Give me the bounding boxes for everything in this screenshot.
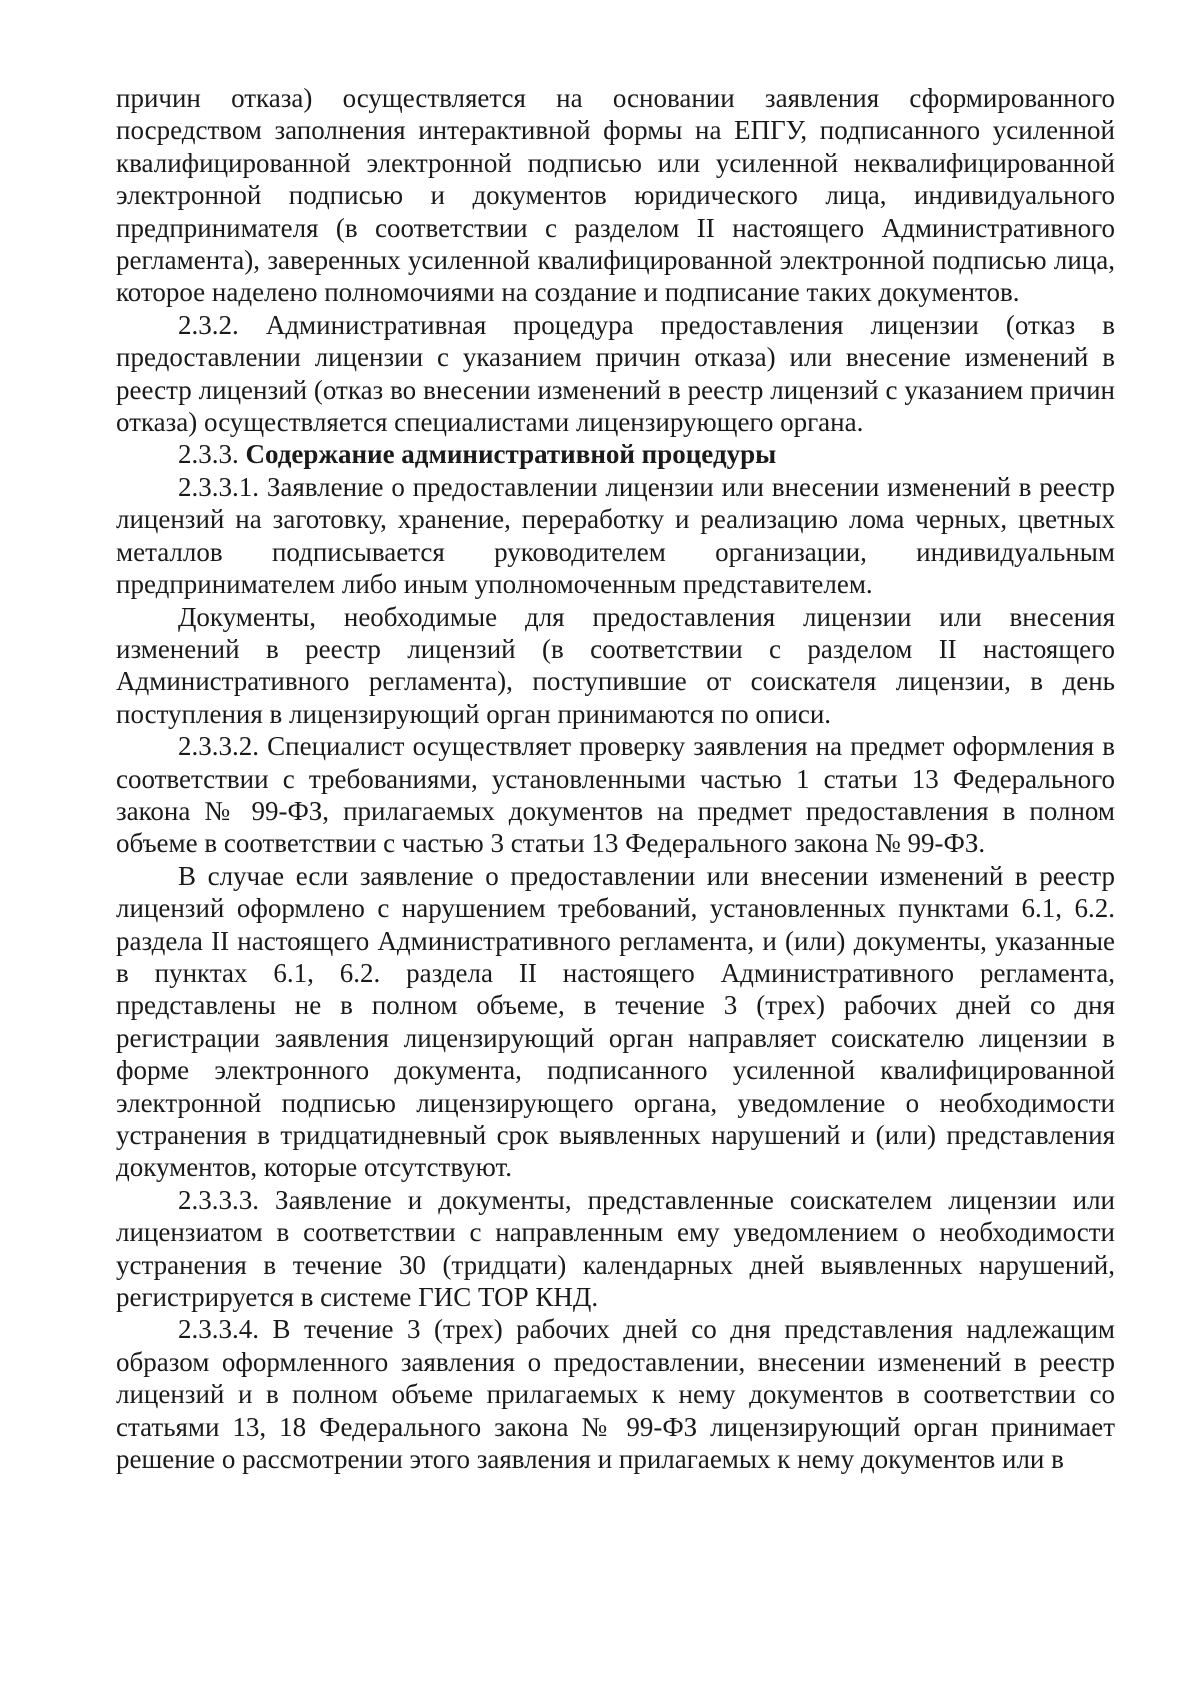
- paragraph: В случае если заявление о предоставлении или внесении изменений в реестр лицензий оформлено с нарушением требований, установленных пунктами 6.1, 6.2. раздела II настоящего Административного регламента, и (или) документы, указанные в пунктах 6.1, 6.2. раздела II настоящего Административного регламента, представлены не в полном объеме, в течение 3 (трех) рабочих дней со дня регистрации заявления лицензирующий орган направляет соискателю лицензии в форме электронного документа, подписанного усиленной квалифицированной электронной подписью лицензирующего органа, уведомление о необходимости устранения в тридцатидневный срок выявленных нарушений и (или) представления документов, которые отсутствуют.: [116, 860, 1115, 1183]
- document-page: [116, 82, 1115, 1475]
- paragraph: 2.3.3.1. Заявление о предоставлении лицензии или внесении изменений в реестр лицензий на заготовку, хранение, переработку и реализацию лома черных, цветных металлов подписывается руководителем организации, индивидуальным предпринимателем либо иным уполномоченным представителем.: [116, 471, 1115, 600]
- section-title: Содержание административной процедуры: [245, 439, 777, 470]
- paragraph: 2.3.3.3. Заявление и документы, представленные соискателем лицензии или лицензиатом в соответствии с направленным ему уведомлением о необходимости устранения в течение 30 (тридцати) календарных дней выявленных нарушений, регистрируется в системе ГИС ТОР КНД.: [116, 1184, 1115, 1313]
- paragraph: Документы, необходимые для предоставления лицензии или внесения изменений в реестр лицензий (в соответствии с разделом II настоящего Административного регламента), поступившие от соискателя лицензии, в день поступления в лицензирующий орган принимаются по описи.: [116, 601, 1115, 729]
- paragraph: 2.3.3.4. В течение 3 (трех) рабочих дней со дня представления надлежащим образом оформленного заявления о предоставлении, внесении изменений в реестр лицензий и в полном объеме прилагаемых к нему документов в соответствии со статьями 13, 18 Федерального закона № 99-ФЗ лицензирующий орган принимает решение о рассмотрении этого заявления и прилагаемых к нему документов или в: [116, 1314, 1115, 1475]
- section-heading: [116, 438, 1115, 470]
- paragraph: причин отказа) осуществляется на основании заявления сформированного посредством заполнения интерактивной формы на ЕПГУ, подписанного усиленной квалифицированной электронной подписью или усиленной неквалифицированной электронной подписью и документов юридического лица, индивидуального предпринимателя (в соответствии с разделом II настоящего Административного регламента), заверенных усиленной квалифицированной электронной подписью лица, которое наделено полномочиями на создание и подписание таких документов.: [116, 83, 1115, 308]
- paragraph: 2.3.3.2. Специалист осуществляет проверку заявления на предмет оформления в соответствии с требованиями, установленными частью 1 статьи 13 Федерального закона № 99-ФЗ, прилагаемых документов на предмет предоставления в полном объеме в соответствии с частью 3 статьи 13 Федерального закона № 99-ФЗ.: [116, 731, 1115, 859]
- section-number: 2.3.3.: [178, 439, 239, 470]
- paragraph: 2.3.2. Административная процедура предоставления лицензии (отказ в предоставлении лицензии с указанием причин отказа) или внесение изменений в реестр лицензий (отказ во внесении изменений в реестр лицензий с указанием причин отказа) осуществляется специалистами лицензирующего органа.: [116, 309, 1115, 438]
